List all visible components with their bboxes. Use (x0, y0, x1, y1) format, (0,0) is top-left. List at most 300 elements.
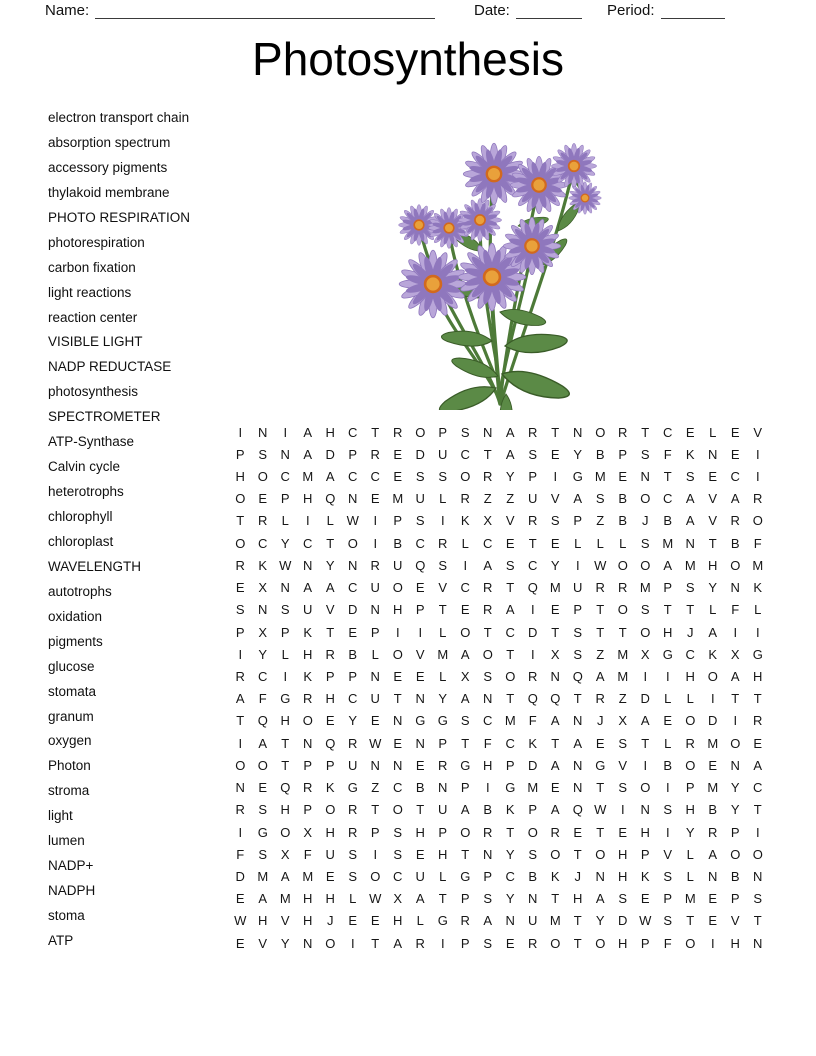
grid-letter: S (393, 824, 403, 840)
grid-letter: C (483, 535, 493, 551)
grid-letter: A (303, 424, 313, 440)
grid-letter: O (235, 491, 246, 507)
grid-letter: H (303, 491, 313, 507)
word-list-item: stroma (48, 783, 90, 799)
grid-letter: B (393, 535, 403, 551)
grid-letter: R (258, 513, 268, 529)
grid-letter: M (437, 646, 449, 662)
grid-letter: U (438, 802, 448, 818)
grid-letter: P (460, 780, 470, 796)
grid-letter: T (371, 802, 380, 818)
grid-letter: G (437, 713, 448, 729)
grid-letter: E (505, 935, 515, 951)
grid-letter: P (325, 757, 335, 773)
grid-letter: R (528, 513, 538, 529)
grid-letter: N (303, 935, 313, 951)
grid-letter: V (550, 491, 560, 507)
grid-letter: T (641, 735, 650, 751)
grid-letter: P (573, 602, 583, 618)
grid-letter: R (438, 757, 448, 773)
grid-letter: I (643, 669, 648, 685)
grid-letter: E (708, 757, 718, 773)
word-list-item: SPECTROMETER (48, 409, 161, 425)
grid-letter: Q (527, 580, 538, 596)
grid-letter: E (370, 491, 380, 507)
grid-letter: K (640, 868, 650, 884)
grid-letter: M (527, 780, 539, 796)
grid-letter: E (415, 757, 425, 773)
grid-letter: G (460, 757, 471, 773)
grid-letter: T (506, 646, 515, 662)
grid-letter: X (303, 824, 313, 840)
grid-letter: H (618, 868, 628, 884)
grid-letter: S (573, 624, 583, 640)
grid-letter: N (235, 780, 245, 796)
grid-letter: B (595, 446, 605, 462)
grid-letter: S (483, 935, 493, 951)
grid-letter: T (663, 602, 672, 618)
grid-letter: E (663, 713, 673, 729)
grid-letter: L (439, 624, 447, 640)
grid-letter: J (687, 624, 694, 640)
grid-letter: R (708, 824, 718, 840)
grid-letter: P (685, 780, 695, 796)
grid-letter: E (618, 469, 628, 485)
grid-letter: N (303, 735, 313, 751)
grid-letter: S (528, 446, 538, 462)
grid-letter: N (258, 424, 268, 440)
grid-letter: Y (595, 913, 605, 929)
grid-letter: T (551, 624, 560, 640)
grid-letter: Y (505, 846, 515, 862)
grid-letter: T (596, 780, 605, 796)
grid-letter: G (505, 780, 516, 796)
grid-letter: U (573, 580, 583, 596)
grid-letter: O (617, 557, 628, 573)
grid-letter: U (415, 491, 425, 507)
grid-letter: T (551, 424, 560, 440)
grid-letter: I (755, 446, 760, 462)
grid-letter: L (281, 646, 289, 662)
date-label: Date: (474, 2, 510, 19)
grid-letter: F (303, 846, 312, 862)
grid-letter: T (461, 735, 470, 751)
grid-letter: B (618, 491, 628, 507)
grid-letter: R (438, 535, 448, 551)
grid-letter: E (370, 913, 380, 929)
word-search-grid (229, 421, 769, 954)
name-blank (95, 3, 435, 19)
grid-letter: T (753, 913, 762, 929)
grid-letter: V (730, 913, 740, 929)
grid-letter: A (460, 646, 470, 662)
grid-letter: I (463, 557, 468, 573)
grid-letter: S (438, 469, 448, 485)
grid-letter: K (685, 446, 695, 462)
grid-letter: S (663, 913, 673, 929)
grid-letter: Q (415, 557, 426, 573)
grid-letter: P (348, 446, 358, 462)
grid-letter: S (753, 891, 763, 907)
grid-letter: E (460, 602, 470, 618)
grid-letter: K (528, 735, 538, 751)
grid-letter: X (258, 580, 268, 596)
grid-letter: O (392, 646, 403, 662)
grid-letter: A (483, 557, 493, 573)
grid-letter: O (482, 646, 493, 662)
word-list-item: photosynthesis (48, 384, 139, 400)
grid-letter: O (257, 757, 268, 773)
grid-letter: O (460, 824, 471, 840)
grid-letter: A (663, 557, 673, 573)
grid-letter: N (483, 846, 493, 862)
grid-letter: S (415, 469, 425, 485)
grid-letter: O (640, 557, 651, 573)
grid-letter: O (595, 424, 606, 440)
grid-letter: C (393, 780, 403, 796)
grid-letter: K (303, 624, 313, 640)
grid-letter: S (618, 780, 628, 796)
grid-letter: V (618, 757, 628, 773)
grid-letter: A (685, 491, 695, 507)
grid-letter: A (730, 491, 740, 507)
grid-letter: P (640, 846, 650, 862)
grid-letter: X (618, 713, 628, 729)
grid-letter: I (733, 624, 738, 640)
grid-letter: Z (618, 691, 627, 707)
grid-letter: I (553, 469, 558, 485)
grid-letter: J (642, 513, 649, 529)
word-list-item: VISIBLE LIGHT (48, 334, 143, 350)
grid-letter: E (258, 780, 268, 796)
grid-letter: S (415, 513, 425, 529)
grid-letter: N (258, 602, 268, 618)
grid-letter: P (415, 602, 425, 618)
grid-letter: G (347, 780, 358, 796)
period-field (607, 2, 725, 19)
grid-letter: A (730, 669, 740, 685)
grid-letter: O (460, 469, 471, 485)
grid-letter: K (325, 780, 335, 796)
grid-letter: L (439, 669, 447, 685)
grid-letter: P (438, 824, 448, 840)
grid-letter: A (573, 735, 583, 751)
grid-letter: M (279, 891, 291, 907)
grid-letter: O (685, 713, 696, 729)
grid-letter: B (528, 868, 538, 884)
grid-letter: M (549, 913, 561, 929)
grid-letter: D (708, 713, 718, 729)
grid-letter: P (280, 491, 290, 507)
page-title: Photosynthesis (252, 33, 564, 85)
grid-letter: P (348, 669, 358, 685)
grid-letter: R (528, 669, 538, 685)
grid-letter: H (280, 713, 290, 729)
grid-letter: Q (280, 780, 291, 796)
grid-letter: L (686, 846, 694, 862)
grid-letter: B (415, 780, 425, 796)
grid-letter: Y (280, 935, 290, 951)
grid-letter: A (550, 757, 560, 773)
grid-letter: S (483, 891, 493, 907)
grid-letter: I (530, 646, 535, 662)
grid-letter: M (684, 891, 696, 907)
grid-letter: N (708, 868, 718, 884)
grid-letter: H (235, 469, 245, 485)
word-list-item: chlorophyll (48, 509, 113, 524)
grid-letter: T (438, 602, 447, 618)
grid-letter: R (303, 780, 313, 796)
grid-letter: S (348, 846, 358, 862)
grid-letter: T (281, 757, 290, 773)
grid-letter: E (348, 913, 358, 929)
grid-letter: M (662, 535, 674, 551)
grid-letter: O (730, 735, 741, 751)
grid-letter: T (596, 824, 605, 840)
grid-letter: R (235, 669, 245, 685)
grid-letter: M (707, 735, 719, 751)
grid-letter: H (708, 557, 718, 573)
grid-letter: U (393, 557, 403, 573)
grid-letter: E (235, 935, 245, 951)
grid-letter: O (302, 713, 313, 729)
grid-letter: E (393, 735, 403, 751)
grid-letter: E (393, 446, 403, 462)
grid-letter: N (730, 757, 740, 773)
grid-letter: O (685, 935, 696, 951)
grid-letter: O (392, 580, 403, 596)
word-list-item: WAVELENGTH (48, 558, 142, 574)
grid-letter: U (370, 580, 380, 596)
word-list-item: NADP+ (48, 858, 94, 874)
grid-letter: F (663, 446, 672, 462)
grid-letter: T (686, 913, 695, 929)
grid-letter: L (371, 646, 379, 662)
grid-letter: K (460, 513, 470, 529)
grid-letter: Q (325, 735, 336, 751)
grid-letter: E (235, 891, 245, 907)
grid-letter: O (617, 602, 628, 618)
grid-letter: G (415, 713, 426, 729)
grid-letter: J (327, 913, 334, 929)
grid-letter: C (415, 535, 425, 551)
grid-letter: R (370, 446, 380, 462)
grid-letter: E (640, 891, 650, 907)
grid-letter: L (574, 535, 582, 551)
grid-letter: C (753, 780, 763, 796)
grid-letter: H (753, 669, 763, 685)
grid-letter: H (393, 913, 403, 929)
grid-letter: W (369, 735, 382, 751)
grid-letter: N (708, 446, 718, 462)
grid-letter: L (686, 868, 694, 884)
grid-letter: F (753, 535, 762, 551)
grid-letter: E (235, 580, 245, 596)
grid-letter: Y (573, 446, 583, 462)
grid-letter: B (663, 757, 673, 773)
grid-letter: O (280, 824, 291, 840)
grid-letter: S (348, 868, 358, 884)
grid-letter: Z (483, 491, 492, 507)
grid-letter: D (235, 868, 245, 884)
grid-letter: H (573, 891, 583, 907)
grid-letter: G (257, 824, 268, 840)
grid-letter: A (303, 446, 313, 462)
grid-letter: E (573, 824, 583, 840)
grid-letter: E (505, 535, 515, 551)
grid-letter: G (572, 469, 583, 485)
grid-letter: Y (280, 535, 290, 551)
grid-letter: H (415, 824, 425, 840)
grid-letter: O (550, 846, 561, 862)
grid-letter: I (283, 424, 288, 440)
grid-letter: S (663, 802, 673, 818)
grid-letter: A (595, 891, 605, 907)
grid-letter: A (258, 735, 268, 751)
word-list-item: autotrophs (48, 583, 112, 599)
word-list-item: light reactions (48, 284, 132, 300)
grid-letter: I (305, 513, 310, 529)
grid-letter: V (708, 513, 718, 529)
grid-letter: Y (258, 646, 268, 662)
grid-letter: T (731, 691, 740, 707)
grid-letter: V (258, 935, 268, 951)
grid-letter: A (258, 891, 268, 907)
grid-letter: S (460, 424, 470, 440)
grid-letter: R (348, 802, 358, 818)
grid-letter: S (483, 669, 493, 685)
grid-letter: C (348, 580, 358, 596)
grid-letter: O (325, 935, 336, 951)
word-list-item: NADPH (48, 883, 96, 899)
grid-letter: N (573, 780, 583, 796)
grid-letter: I (665, 669, 670, 685)
grid-letter: R (528, 935, 538, 951)
grid-letter: E (393, 469, 403, 485)
word-list-item: oxygen (48, 733, 92, 749)
grid-letter: P (438, 424, 448, 440)
grid-letter: S (438, 557, 448, 573)
grid-letter: U (370, 691, 380, 707)
word-list-item: PHOTO RESPIRATION (48, 209, 191, 225)
grid-letter: C (348, 424, 358, 440)
grid-letter: P (370, 624, 380, 640)
grid-letter: R (348, 735, 358, 751)
grid-letter: V (708, 491, 718, 507)
grid-letter: N (303, 557, 313, 573)
grid-letter: L (686, 691, 694, 707)
word-list-item: reaction center (48, 309, 138, 325)
word-list-item: absorption spectrum (48, 134, 171, 150)
grid-letter: U (325, 846, 335, 862)
word-list-item: carbon fixation (48, 259, 136, 275)
grid-letter: C (258, 669, 268, 685)
grid-letter: B (618, 513, 628, 529)
grid-letter: M (707, 780, 719, 796)
grid-letter: K (753, 580, 763, 596)
grid-letter: Y (730, 780, 740, 796)
grid-letter: H (685, 802, 695, 818)
grid-letter: R (730, 513, 740, 529)
grid-letter: N (730, 580, 740, 596)
grid-letter: J (574, 868, 581, 884)
grid-letter: A (505, 602, 515, 618)
grid-letter: T (461, 846, 470, 862)
grid-letter: E (370, 713, 380, 729)
grid-letter: N (393, 757, 403, 773)
grid-letter: I (755, 824, 760, 840)
grid-letter: H (640, 824, 650, 840)
grid-letter: N (370, 757, 380, 773)
grid-letter: T (641, 424, 650, 440)
grid-letter: S (640, 602, 650, 618)
grid-letter: C (505, 735, 515, 751)
grid-letter: I (238, 735, 243, 751)
grid-letter: M (752, 557, 764, 573)
grid-letter: K (303, 669, 313, 685)
grid-letter: N (573, 424, 583, 440)
grid-letter: Q (572, 669, 583, 685)
grid-letter: P (663, 580, 673, 596)
grid-letter: I (710, 691, 715, 707)
grid-letter: C (483, 713, 493, 729)
grid-letter: X (280, 846, 290, 862)
grid-letter: E (348, 624, 358, 640)
grid-letter: M (302, 868, 314, 884)
grid-letter: V (753, 424, 763, 440)
grid-letter: R (550, 824, 560, 840)
grid-letter: T (506, 824, 515, 840)
grid-letter: G (752, 646, 763, 662)
grid-letter: X (550, 646, 560, 662)
grid-letter: T (618, 624, 627, 640)
grid-letter: K (505, 802, 515, 818)
grid-letter: R (325, 646, 335, 662)
grid-letter: N (573, 713, 583, 729)
grid-letter: E (325, 713, 335, 729)
grid-letter: P (528, 802, 538, 818)
grid-letter: D (528, 757, 538, 773)
grid-letter: O (257, 469, 268, 485)
word-list-item: glucose (48, 658, 95, 674)
grid-letter: I (755, 624, 760, 640)
grid-letter: H (303, 891, 313, 907)
grid-letter: U (415, 868, 425, 884)
grid-letter: S (595, 491, 605, 507)
grid-letter: T (393, 691, 402, 707)
grid-letter: B (730, 868, 740, 884)
grid-letter: R (460, 913, 470, 929)
grid-letter: S (235, 602, 245, 618)
grid-letter: C (663, 491, 673, 507)
grid-letter: C (280, 469, 290, 485)
grid-letter: G (280, 691, 291, 707)
date-field (474, 2, 582, 19)
grid-letter: Y (708, 580, 718, 596)
grid-letter: I (440, 935, 445, 951)
grid-letter: A (753, 757, 763, 773)
grid-letter: E (618, 824, 628, 840)
word-list-item: oxidation (48, 608, 103, 624)
grid-letter: H (685, 669, 695, 685)
grid-letter: M (504, 713, 516, 729)
grid-letter: H (258, 913, 268, 929)
grid-letter: I (710, 935, 715, 951)
grid-letter: N (415, 735, 425, 751)
grid-letter: E (550, 780, 560, 796)
grid-letter: O (325, 802, 336, 818)
grid-letter: P (325, 669, 335, 685)
